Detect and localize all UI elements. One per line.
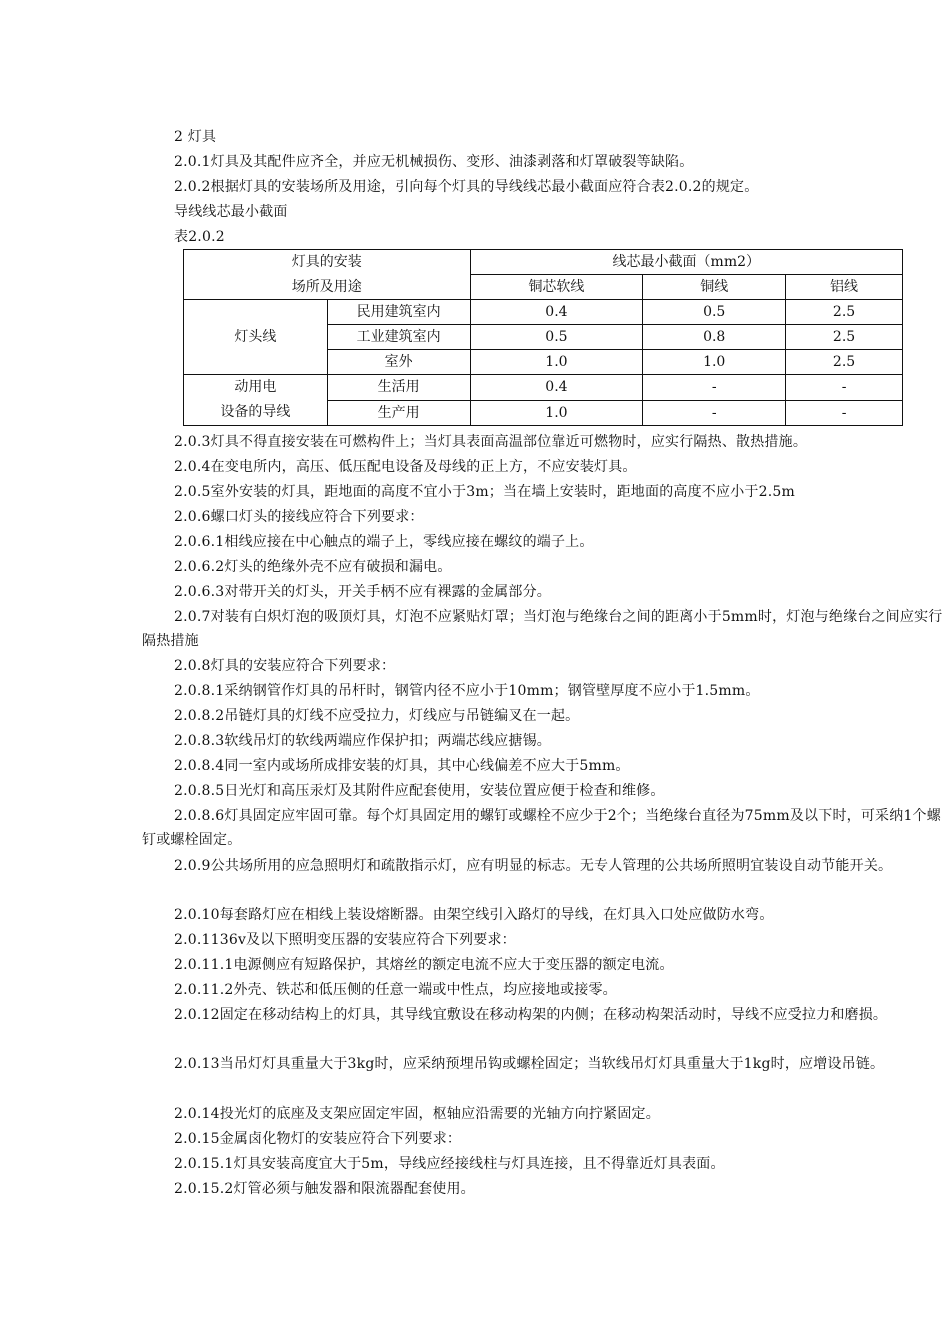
clause-2-0-11-2: 2.0.11.2外壳、铁芯和低压侧的任意一端或中性点，均应接地或接零。: [174, 982, 617, 998]
clause-2-0-8-3: 2.0.8.3软线吊灯的软线两端应作保护扣；两端芯线应搪锡。: [174, 733, 551, 749]
clause-2-0-4: 2.0.4在变电所内，高压、低压配电设备及母线的正上方，不应安装灯具。: [174, 459, 637, 475]
table-header-row-1: [184, 250, 903, 275]
row-place: 生活用: [327, 375, 470, 401]
cell-copper-flex: 0.5: [470, 325, 643, 350]
clause-2-0-6-2: 2.0.6.2灯头的绝缘外壳不应有破损和漏电。: [174, 559, 452, 575]
clause-2-0-10: 2.0.10每套路灯应在相线上装设熔断器。由架空线引入路灯的导线，在灯具入口处应做防水弯。: [174, 907, 774, 923]
cell-copper: -: [643, 400, 786, 426]
clause-2-0-6: 2.0.6螺口灯头的接线应符合下列要求：: [174, 509, 424, 525]
table-title: 导线线芯最小截面: [174, 204, 288, 220]
clause-2-0-15: 2.0.15金属卤化物灯的安装应符合下列要求：: [174, 1131, 462, 1147]
cell-copper-flex: 0.4: [470, 300, 643, 325]
clause-2-0-8-6: 2.0.8.6灯具固定应牢固可靠。每个灯具固定用的螺钉或螺栓不应少于2个；当绝缘台直径为75mm及以下时，可采纳1个螺钉或螺栓固定。: [142, 808, 941, 848]
header-min-section: 线芯最小截面（mm2）: [470, 250, 902, 275]
row-place: 室外: [327, 350, 470, 375]
clause-2-0-12: 2.0.12固定在移动结构上的灯具，其导线宜敷设在移动构架的内侧；在移动构架活动时，导线不应受拉力和磨损。: [174, 1007, 888, 1023]
header-usage-line2: 场所及用途: [184, 275, 471, 300]
clause-2-0-9: 2.0.9公共场所用的应急照明灯和疏散指示灯，应有明显的标志。无专人管理的公共场所照明宜装设自动节能开关。: [174, 858, 893, 874]
row-place: 工业建筑室内: [327, 325, 470, 350]
clause-2-0-8-2: 2.0.8.2吊链灯具的灯线不应受拉力，灯线应与吊链编叉在一起。: [174, 708, 580, 724]
cell-aluminum: 2.5: [786, 325, 903, 350]
cell-copper: 0.5: [643, 300, 786, 325]
table-header-row-2: [184, 275, 903, 300]
row-place: 生产用: [327, 400, 470, 426]
header-copper: 铜线: [643, 275, 786, 300]
table-row: [184, 300, 903, 325]
header-copper-flex: 铜芯软线: [470, 275, 643, 300]
section-heading: 2 灯具: [174, 129, 217, 145]
table-row: [184, 375, 903, 401]
group-equipment-line2: 设备的导线: [220, 404, 291, 420]
clause-2-0-14: 2.0.14投光灯的底座及支架应固定牢固，枢轴应沿需要的光轴方向拧紧固定。: [174, 1106, 660, 1122]
clause-2-0-2: 2.0.2根据灯具的安装场所及用途，引向每个灯具的导线线芯最小截面应符合表2.0.2的规定。: [174, 179, 759, 195]
table-number: 表2.0.2: [174, 229, 225, 245]
cell-copper: 1.0: [643, 350, 786, 375]
row-place: 民用建筑室内: [327, 300, 470, 325]
cell-copper: 0.8: [643, 325, 786, 350]
clause-2-0-3: 2.0.3灯具不得直接安装在可燃构件上；当灯具表面高温部位靠近可燃物时，应实行隔热、散热措施。: [174, 434, 808, 450]
cell-aluminum: -: [786, 375, 903, 401]
clause-2-0-11-1: 2.0.11.1电源侧应有短路保护，其熔丝的额定电流不应大于变压器的额定电流。: [174, 957, 674, 973]
clause-2-0-8: 2.0.8灯具的安装应符合下列要求：: [174, 658, 396, 674]
cell-aluminum: -: [786, 400, 903, 426]
cell-copper-flex: 1.0: [470, 400, 643, 426]
clause-2-0-6-3: 2.0.6.3对带开关的灯头，开关手柄不应有裸露的金属部分。: [174, 584, 551, 600]
clause-2-0-15-2: 2.0.15.2灯管必须与触发器和限流器配套使用。: [174, 1181, 475, 1197]
clause-2-0-5: 2.0.5室外安装的灯具，距地面的高度不宜小于3m；当在墙上安装时，距地面的高度不应小于2.5m: [174, 484, 795, 500]
clause-2-0-8-5: 2.0.8.5日光灯和高压汞灯及其附件应配套使用，安装位置应便于检查和维修。: [174, 783, 665, 799]
min-cross-section-table: [183, 249, 903, 426]
header-aluminum: 铝线: [786, 275, 903, 300]
group-equipment-wire: [184, 375, 328, 426]
clause-2-0-13: 2.0.13当吊灯灯具重量大于3kg时，应采纳预埋吊钩或螺栓固定；当软线吊灯灯具重量大于1kg时，应增设吊链。: [174, 1056, 885, 1072]
clause-2-0-8-1: 2.0.8.1采纳钢管作灯具的吊杆时，钢管内径不应小于10mm；钢管壁厚度不应小于1.5mm。: [174, 683, 760, 699]
cell-aluminum: 2.5: [786, 300, 903, 325]
cell-copper-flex: 1.0: [470, 350, 643, 375]
cell-copper-flex: 0.4: [470, 375, 643, 401]
header-usage-line1: 灯具的安装: [184, 250, 471, 275]
clause-2-0-15-1: 2.0.15.1灯具安装高度宜大于5m，导线应经接线柱与灯具连接，且不得靠近灯具表面。: [174, 1156, 725, 1172]
clause-2-0-7: 2.0.7对装有白炽灯泡的吸顶灯具，灯泡不应紧贴灯罩；当灯泡与绝缘台之间的距离小于5mm时，灯泡与绝缘台之间应实行隔热措施: [142, 609, 943, 649]
cell-aluminum: 2.5: [786, 350, 903, 375]
clause-2-0-6-1: 2.0.6.1相线应接在中心触点的端子上，零线应接在螺纹的端子上。: [174, 534, 594, 550]
group-equipment-line1: 动用电: [234, 379, 277, 395]
group-lamp-cord: 灯头线: [184, 300, 328, 375]
clause-2-0-11: 2.0.1136v及以下照明变压器的安装应符合下列要求：: [174, 932, 516, 948]
cell-copper: -: [643, 375, 786, 401]
clause-2-0-1: 2.0.1灯具及其配件应齐全，并应无机械损伤、变形、油漆剥落和灯罩破裂等缺陷。: [174, 154, 694, 170]
clause-2-0-8-4: 2.0.8.4同一室内或场所成排安装的灯具，其中心线偏差不应大于5mm。: [174, 758, 630, 774]
